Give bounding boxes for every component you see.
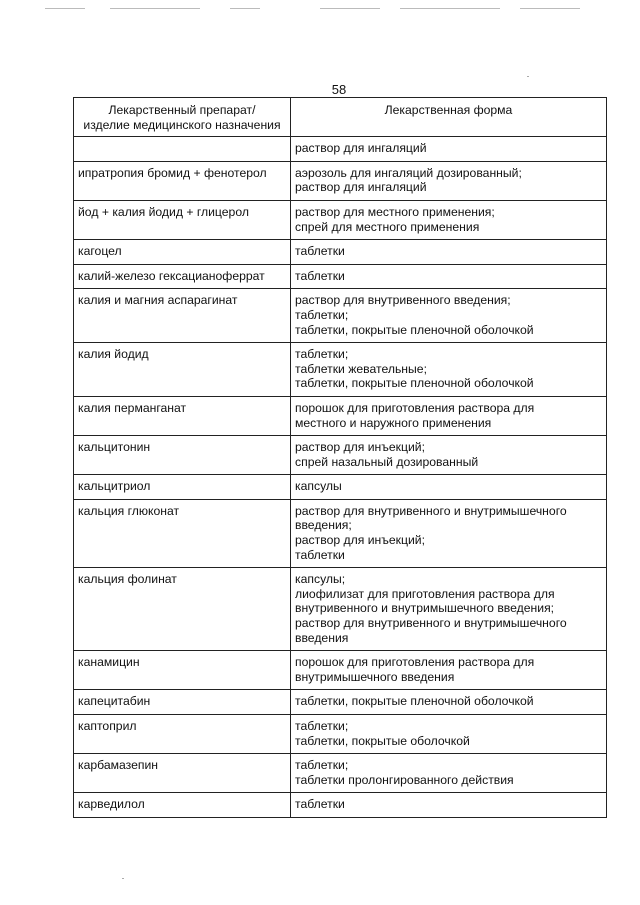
table-row [74, 499, 607, 567]
dosage-form-line: таблетки, покрытые пленочной оболочкой [295, 322, 534, 337]
drug-name: ипратропия бромид + фенотерол [74, 161, 291, 200]
dosage-form-line: таблетки; [295, 347, 349, 362]
drug-name: кальцитриол [74, 475, 291, 500]
header-form [291, 98, 607, 137]
dosage-form-line: таблетки, покрытые пленочной оболочкой [295, 376, 534, 391]
dosage-form-line: введения; [295, 518, 352, 533]
drug-table [73, 97, 607, 818]
scan-artifact [230, 8, 260, 9]
table-row [74, 289, 607, 343]
dosage-form [291, 436, 607, 475]
table-row [74, 200, 607, 239]
dosage-form-line: раствор для инъекций; [295, 440, 425, 455]
header-drug-line: изделие медицинского назначения [83, 117, 281, 132]
dosage-form-line: таблетки, покрытые пленочной оболочкой [295, 694, 534, 709]
dosage-form-line: таблетки пролонгированного действия [295, 772, 514, 787]
dosage-form-line: внутривенного и внутримышечного введения; [295, 601, 555, 616]
table-row [74, 240, 607, 265]
drug-name: карбамазепин [74, 754, 291, 793]
table-row [74, 568, 607, 651]
drug-name: канамицин [74, 651, 291, 690]
dosage-form-line: таблетки [295, 268, 345, 283]
drug-name: капецитабин [74, 690, 291, 715]
dosage-form-line: капсулы; [295, 572, 346, 587]
scan-dot [527, 76, 529, 77]
drug-name: калия и магния аспарагинат [74, 289, 291, 343]
scan-artifact [400, 8, 500, 9]
dosage-form-line: местного и наружного применения [295, 415, 492, 430]
dosage-form [291, 793, 607, 818]
dosage-form-line: раствор для ингаляций [295, 141, 427, 156]
dosage-form [291, 715, 607, 754]
drug-name: калия перманганат [74, 396, 291, 435]
dosage-form-line: таблетки [295, 797, 345, 812]
scan-artifact [110, 8, 200, 9]
scan-dot [122, 878, 124, 879]
header-drug [74, 98, 291, 137]
drug-name: карведилол [74, 793, 291, 818]
dosage-form [291, 499, 607, 567]
drug-name: кальция глюконат [74, 499, 291, 567]
table-row [74, 137, 607, 162]
table-row [74, 436, 607, 475]
dosage-form-line: таблетки [295, 244, 345, 259]
dosage-form-line: раствор для внутривенного введения; [295, 293, 511, 308]
dosage-form [291, 690, 607, 715]
drug-name: кальция фолинат [74, 568, 291, 651]
dosage-form [291, 396, 607, 435]
dosage-form [291, 651, 607, 690]
table-row [74, 690, 607, 715]
dosage-form-line: таблетки; [295, 719, 349, 733]
drug-name: каптоприл [74, 715, 291, 754]
dosage-form-line: раствор для внутривенного и внутримышечного [295, 503, 567, 518]
dosage-form [291, 240, 607, 265]
dosage-form-line: таблетки; [295, 307, 349, 322]
dosage-form [291, 137, 607, 162]
dosage-form-line: капсулы [295, 479, 342, 494]
dosage-form-line: раствор для ингаляций [295, 180, 427, 195]
dosage-form-line: таблетки; [295, 758, 349, 773]
drug-name: калия йодид [74, 343, 291, 397]
drug-name: калий-железо гексацианоферрат [74, 264, 291, 289]
dosage-form [291, 754, 607, 793]
dosage-form-line: таблетки, покрытые оболочкой [295, 733, 470, 748]
dosage-form-line: лиофилизат для приготовления раствора для [295, 586, 555, 601]
dosage-form-line: раствор для местного применения; [295, 204, 495, 219]
dosage-form [291, 161, 607, 200]
dosage-form [291, 264, 607, 289]
table-row [74, 264, 607, 289]
dosage-form-line: раствор для инъекций; [295, 533, 425, 548]
scan-artifact [45, 8, 85, 9]
dosage-form-line: введения [295, 630, 349, 645]
table-header-row [74, 98, 607, 137]
dosage-form [291, 475, 607, 500]
table-row [74, 396, 607, 435]
table-row [74, 793, 607, 818]
dosage-form-line: спрей для местного применения [295, 219, 480, 234]
dosage-form-line: таблетки жевательные; [295, 361, 427, 376]
drug-name [74, 137, 291, 162]
drug-name: кагоцел [74, 240, 291, 265]
dosage-form [291, 200, 607, 239]
dosage-form [291, 343, 607, 397]
table-row [74, 475, 607, 500]
dosage-form-line: порошок для приготовления раствора для [295, 400, 535, 415]
page-number: 58 [331, 82, 347, 97]
dosage-form-line: раствор для внутривенного и внутримышечного [295, 616, 567, 631]
dosage-form-line: порошок для приготовления раствора для [295, 655, 535, 670]
dosage-form-line: внутримышечного введения [295, 669, 455, 684]
drug-name: кальцитонин [74, 436, 291, 475]
table-row [74, 161, 607, 200]
table-row [74, 715, 607, 754]
drug-name: йод + калия йодид + глицерол [74, 200, 291, 239]
scan-artifact [320, 8, 380, 9]
dosage-form-line: таблетки [295, 547, 345, 562]
dosage-form [291, 568, 607, 651]
dosage-form-line: спрей назальный дозированный [295, 454, 479, 469]
header-drug-line: Лекарственный препарат/ [108, 103, 256, 117]
scan-artifact [520, 8, 580, 9]
table-row [74, 343, 607, 397]
table-row [74, 754, 607, 793]
dosage-form [291, 289, 607, 343]
table-row [74, 651, 607, 690]
dosage-form-line: аэрозоль для ингаляций дозированный; [295, 165, 522, 180]
header-form-line: Лекарственная форма [384, 103, 513, 117]
